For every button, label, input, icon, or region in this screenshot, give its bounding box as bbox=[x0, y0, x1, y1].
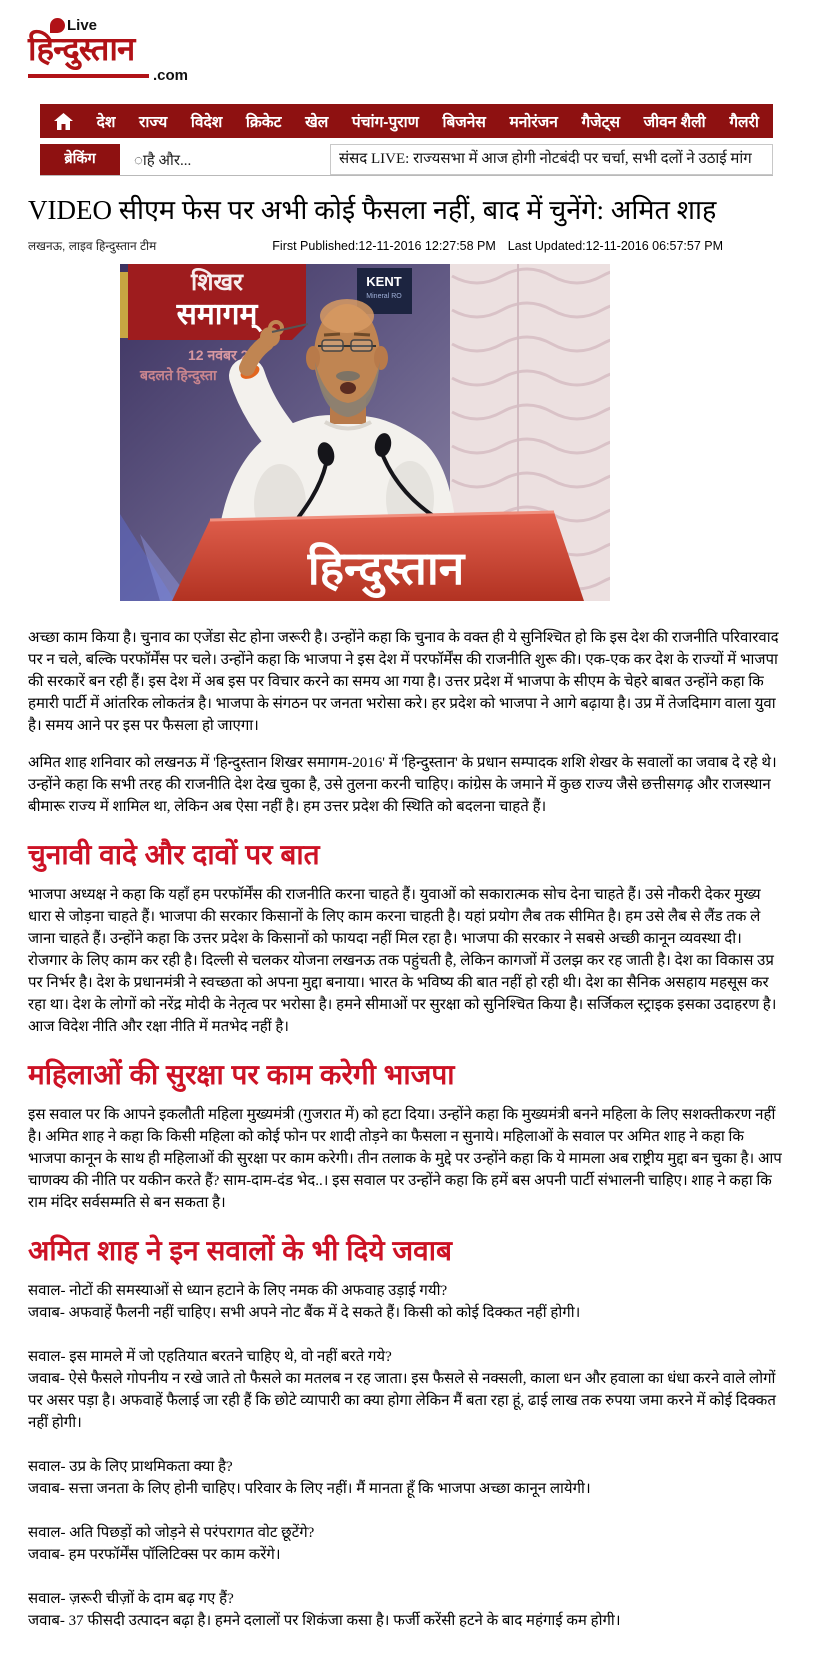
logo-underline bbox=[28, 74, 149, 78]
nav-item[interactable]: राज्य bbox=[139, 114, 168, 131]
nav-item[interactable]: मनोरंजन bbox=[509, 114, 558, 131]
publish-dates bbox=[272, 239, 723, 253]
article-paragraph: इस सवाल पर कि आपने इकलौती महिला मुख्यमंत्री (गुजरात में) को हटा दिया। उन्होंने कहा कि मुख्यमंत्री बनने महिला के लिए सशक्तीकरण नहीं है। अमित शाह ने कहा कि किसी महिला को कोई फोन पर शादी तोड़ने का फैसला न सुनाये। महिलाओं के सवाल पर अमित शाह ने कहा कि भाजपा कानून के साथ ही महिलाओं की सुरक्षा पर काम करेगी। तीन तलाक के मुद्दे पर उन्होंने कहा कि ये मामला अब राष्ट्रीय मुद्दा बन चुका है। आप चाणक्य की नीति पर यकीन करते हैं? साम-दाम-दंड भेद..। इस सवाल पर उन्होंने कहा कि हमें बस अपनी पार्टी संभालनी चाहिए। शाह ने कहा कि राम मंदिर सर्वसम्मति से बन सकता है। bbox=[28, 1107, 782, 1211]
site-logo[interactable] bbox=[28, 18, 188, 84]
article-photo bbox=[120, 264, 610, 601]
breaking-label: ब्रेकिंग bbox=[40, 144, 120, 175]
nav-item[interactable]: खेल bbox=[305, 114, 329, 131]
qa-group bbox=[28, 1588, 785, 1632]
ticker-partial-text: ाहै और... bbox=[134, 152, 192, 169]
banner-line2: समागम् bbox=[176, 298, 258, 331]
article-sections bbox=[28, 838, 785, 1214]
breaking-ticker-link[interactable]: संसद LIVE: राज्यसभा में आज होगी नोटबंदी पर चर्चा, सभी दलों ने उठाई मांग bbox=[330, 144, 773, 175]
nav-item[interactable]: बिजनेस bbox=[442, 114, 486, 131]
article-paragraph: अमित शाह शनिवार को लखनऊ में 'हिन्दुस्तान शिखर समागम-2016' में 'हिन्दुस्तान' के प्रधान सम्पादक शशि शेखर के सवालों का जवाब दे रहे थे। उन्होंने कहा कि सभी तरह की राजनीति देश देख चुका है, उसे तुलना करनी चाहिए। कांग्रेस के जमाने में कुछ राज्य जैसे छत्तीसगढ़ और राजस्थान बीमारू राज्य में शामिल था, लेकिन अब ऐसा नहीं है। हम उत्तर प्रदेश की स्थिति को बदलना चाहते हैं। bbox=[28, 755, 777, 815]
banner-tagline: बदलते हिन्दुस्ता bbox=[140, 367, 217, 383]
article bbox=[28, 192, 785, 1632]
banner-line1: शिखर bbox=[191, 269, 243, 296]
logo-live-text: Live bbox=[67, 17, 98, 34]
nav-item[interactable]: जीवन शैली bbox=[643, 114, 706, 131]
logo-tld-text: .com bbox=[152, 67, 188, 84]
qa-answer: जवाब- सत्ता जनता के लिए होनी चाहिए। परिवार के लिए नहीं। मैं मानता हूँ कि भाजपा अच्छा कानून लायेगी। bbox=[28, 1481, 591, 1497]
qa-question: सवाल- ज़रूरी चीज़ों के दाम बढ़ गए हैं? bbox=[28, 1591, 234, 1607]
qa-answer: जवाब- 37 फीसदी उत्पादन बढ़ा है। हमने दलालों पर शिकंजा कसा है। फर्जी करेंसी हटने के बाद महंगाई कम होगी। bbox=[28, 1613, 621, 1629]
breaking-news-bar bbox=[40, 144, 773, 176]
section-heading: अमित शाह ने इन सवालों के भी दिये जवाब bbox=[28, 1235, 452, 1266]
qa-answer: जवाब- अफवाहें फैलनी नहीं चाहिए। सभी अपने नोट बैंक में दे सकते हैं। किसी को कोई दिक्कत नहीं होगी। bbox=[28, 1305, 581, 1321]
sponsor-sign-sub: Mineral RO bbox=[366, 293, 402, 300]
nav-item[interactable]: गैलरी bbox=[729, 114, 759, 131]
qa-group bbox=[28, 1522, 785, 1566]
section-heading: चुनावी वादे और दावों पर बात bbox=[28, 839, 320, 870]
qa-group bbox=[28, 1456, 785, 1500]
main-navbar bbox=[40, 104, 773, 138]
nav-item[interactable]: विदेश bbox=[190, 114, 223, 131]
section-heading: महिलाओं की सुरक्षा पर काम करेगी भाजपा bbox=[28, 1059, 455, 1090]
first-published: First Published:12-11-2016 12:27:58 PM bbox=[272, 238, 496, 253]
podium-brand-text: हिन्दुस्तान bbox=[307, 543, 465, 594]
home-icon[interactable] bbox=[54, 113, 73, 130]
qa-question: सवाल- इस मामले में जो एहतियात बरतने चाहिए थे, वो नहीं बरते गये? bbox=[28, 1349, 392, 1365]
article-paragraph: अच्छा काम किया है। चुनाव का एजेंडा सेट होना जरूरी है। उन्होंने कहा कि चुनाव के वक्त ही ये सुनिश्चित हो कि इस देश की राजनीति परिवारवाद पर न चले, बल्कि परफॉर्मेंस पर चले। उन्होंने कहा कि भाजपा ने इस देश में परफॉर्मेंस की राजनीति शुरू की। एक-एक कर देश के राज्यों में भाजपा की सरकारें बन रही हैं। इस देश में अब इस पर विचार करने का समय आ गया है। उत्तर प्रदेश में भाजपा के सीएम के चेहरे बाबत उन्होंने कहा कि हमारी पार्टी में आंतरिक लोकतंत्र है। भाजपा के संगठन पर जनता भरोसा करे। हर प्रदेश को भाजपा ने आगे बढ़ाया है। उप्र में तेजदिमाग वाला युवा है। समय आने पर इस पर फैसला हो जाएगा। bbox=[28, 630, 779, 734]
qa-answer: जवाब- हम परफॉर्मेंस पॉलिटिक्स पर काम करेंगे। bbox=[28, 1547, 281, 1563]
logo-dot-icon bbox=[50, 18, 65, 33]
qa-question: सवाल- अति पिछड़ों को जोड़ने से परंपरागत वोट छूटेंगे? bbox=[28, 1525, 315, 1541]
nav-item[interactable]: गैजेट्स bbox=[581, 114, 620, 131]
qa-question: सवाल- नोटों की समस्याओं से ध्यान हटाने के लिए नमक की अफवाह उड़ाई गयी? bbox=[28, 1283, 448, 1299]
article-intro bbox=[28, 627, 785, 818]
masthead bbox=[0, 0, 813, 104]
amit-shah-photo-illustration bbox=[120, 264, 610, 601]
nav-item[interactable]: पंचांग-पुराण bbox=[351, 114, 419, 131]
article-title: VIDEO सीएम फेस पर अभी कोई फैसला नहीं, बाद में चुनेंगे: अमित शाह bbox=[28, 195, 717, 225]
qa-group bbox=[28, 1346, 785, 1434]
last-updated: Last Updated:12-11-2016 06:57:57 PM bbox=[507, 238, 723, 253]
qa-answer: जवाब- ऐसे फैसले गोपनीय न रखे जाते तो फैसले का मतलब न रह जाता। इस फैसले से नक्सली, काला धन और हवाला का धंधा करने वाले लोगों पर असर पड़ा है। अफवाहें फैलाई जा रही हैं कि छोटे व्यापारी का क्या होगा लेकिन मैं बता रहा हूं, ढाई लाख तक रुपया जमा करने में कोई दिक्कत नहीं होगी। bbox=[28, 1371, 776, 1431]
qa-question: सवाल- उप्र के लिए प्राथमिकता क्या है? bbox=[28, 1459, 233, 1475]
banner-date: 12 नवंबर 20 bbox=[188, 347, 257, 363]
nav-item[interactable]: क्रिकेट bbox=[245, 114, 282, 131]
article-paragraph: भाजपा अध्यक्ष ने कहा कि यहाँ हम परफॉर्मेंस की राजनीति करना चाहते हैं। युवाओं को सकारात्मक सोच देना चाहते हैं। उसे नौकरी देकर मुख्य धारा से जोड़ना चाहते हैं। भाजपा की सरकार किसानों के लिए काम करना चाहती है। यहां प्रयोग लैब तक सीमित है। हम उसे लैब से लैंड तक ले जाना चाहते हैं। उन्होंने कहा कि उत्तर प्रदेश के किसानों को फायदा नहीं मिल रहा है। भाजपा की सरकार ने सबसे अच्छी कानून व्यवस्था दी। रोजगार के लिए काम कर रही है। दिल्ली से चलकर योजना लखनऊ तक पहुंचती है, लेकिन कागजों में उलझ कर रह जाती है। देश का विकास उप्र पर निर्भर है। देश के प्रधानमंत्री ने स्वच्छता को अपना मुद्दा बनाया। भारत के भविष्य की बात नहीं हो रही थी। देश का सैनिक असहाय महसूस कर रहा था। देश के लोगों को नरेंद्र मोदी के नेतृत्व पर भरोसा है। हमने सीमाओं पर सुरक्षा को सुनिश्चित किया है। सर्जिकल स्ट्राइक इसका उदाहरण है। आज विदेश नीति और रक्षा नीति में मतभेद नहीं है। bbox=[28, 887, 777, 1035]
qa-group bbox=[28, 1280, 785, 1324]
byline: लखनऊ, लाइव हिन्दुस्तान टीम bbox=[28, 239, 157, 253]
nav-item[interactable]: देश bbox=[96, 114, 116, 131]
qa-list bbox=[28, 1280, 785, 1632]
logo-name-text: हिन्दुस्तान bbox=[28, 32, 135, 68]
sponsor-sign: KENT bbox=[366, 274, 402, 289]
article-meta bbox=[28, 237, 785, 254]
